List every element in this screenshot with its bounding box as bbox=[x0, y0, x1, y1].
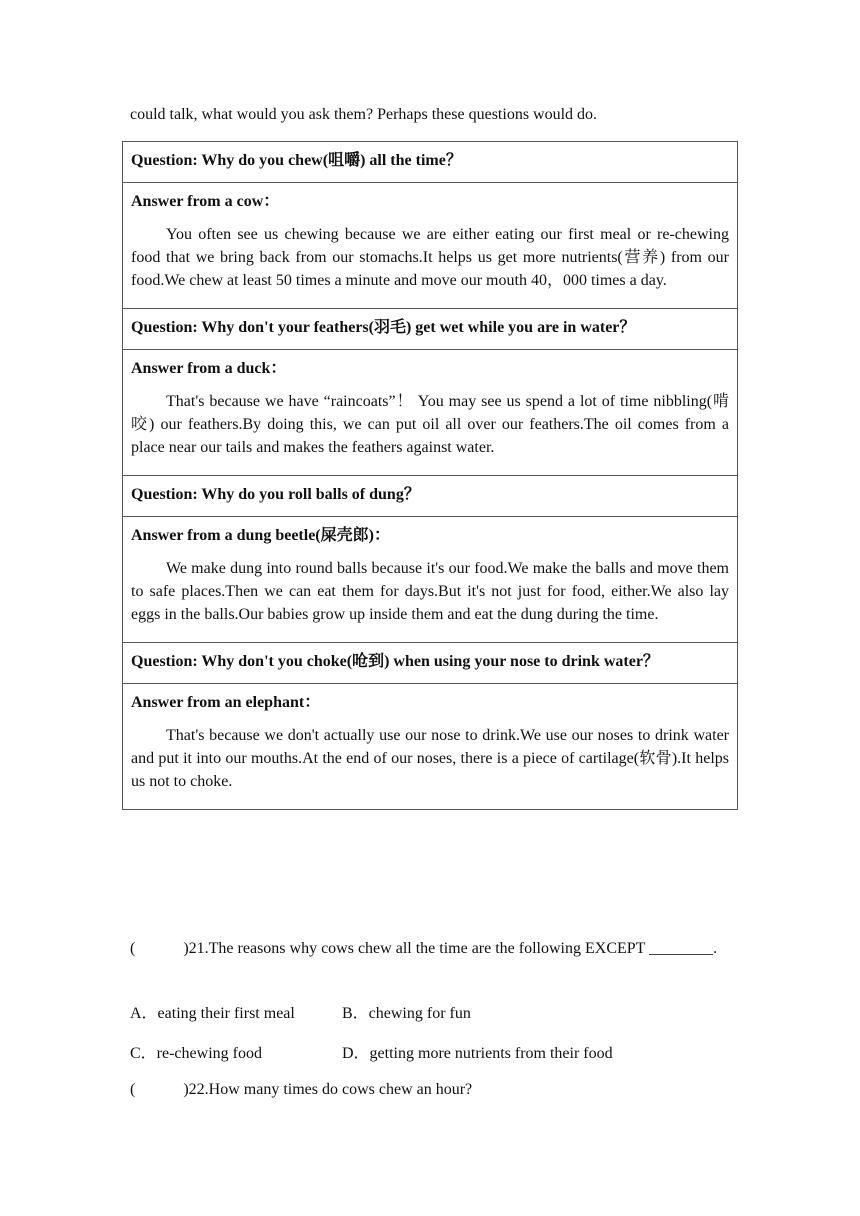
question-stem: ( )22.How many times do cows chew an hour? bbox=[130, 1081, 473, 1098]
answer-label: Answer from a dung beetle(屎壳郎)： bbox=[131, 527, 390, 544]
option-b[interactable]: B．chewing for fun bbox=[342, 1005, 471, 1022]
option-d[interactable]: D．getting more nutrients from their food bbox=[342, 1045, 613, 1062]
answer-label: Answer from an elephant： bbox=[131, 694, 321, 711]
qa-table bbox=[122, 141, 738, 810]
answer-row bbox=[123, 684, 738, 810]
answer-cell bbox=[123, 517, 738, 643]
question-stem: ( )21.The reasons why cows chew all the time are the following EXCEPT ________. bbox=[130, 940, 718, 957]
question-row bbox=[123, 643, 738, 684]
answer-row bbox=[123, 350, 738, 476]
answer-label: Answer from a duck： bbox=[131, 360, 287, 377]
question-row bbox=[123, 476, 738, 517]
answer-text: That's because we have “raincoats”！ You may see us spend a lot of time nibbling(啃咬) our feathers.By doing this, we can put oil all over our feathers.The oil comes from a place near our tails and makes the feathers against water. bbox=[131, 393, 729, 456]
question-cell: Question: Why do you roll balls of dung？ bbox=[123, 476, 738, 517]
option-c[interactable]: C．re-chewing food bbox=[130, 1045, 262, 1062]
option-a[interactable]: A．eating their first meal bbox=[130, 1005, 295, 1022]
answer-label: Answer from a cow： bbox=[131, 193, 280, 210]
answer-text: We make dung into round balls because it's our food.We make the balls and move them to safe places.Then we can eat them for days.But it's not just for food, either.We also lay eggs in the balls.Our babies grow up inside them and eat the dung during the time. bbox=[131, 560, 729, 623]
answer-text: That's because we don't actually use our nose to drink.We use our noses to drink water and put it into our mouths.At the end of our noses, there is a piece of cartilage(软骨).It helps us not to choke. bbox=[131, 727, 729, 790]
answer-row bbox=[123, 517, 738, 643]
answer-row bbox=[123, 183, 738, 309]
intro-text: could talk, what would you ask them? Perhaps these questions would do. bbox=[130, 106, 598, 123]
question-row bbox=[123, 309, 738, 350]
question-cell: Question: Why don't your feathers(羽毛) get wet while you are in water？ bbox=[123, 309, 738, 350]
answer-cell bbox=[123, 350, 738, 476]
answer-cell bbox=[123, 183, 738, 309]
question-22 bbox=[130, 1078, 730, 1102]
question-21 bbox=[130, 937, 730, 961]
question-cell: Question: Why don't you choke(呛到) when using your nose to drink water？ bbox=[123, 643, 738, 684]
answer-cell bbox=[123, 684, 738, 810]
question-row bbox=[123, 142, 738, 183]
answer-text: You often see us chewing because we are either eating our first meal or re-chewing food that we bring back from our stomachs.It helps us get more nutrients(营养) from our food.We chew at least 50 times a minute and move our mouth 40，000 times a day. bbox=[131, 226, 729, 289]
question-cell: Question: Why do you chew(咀嚼) all the time？ bbox=[123, 142, 738, 183]
